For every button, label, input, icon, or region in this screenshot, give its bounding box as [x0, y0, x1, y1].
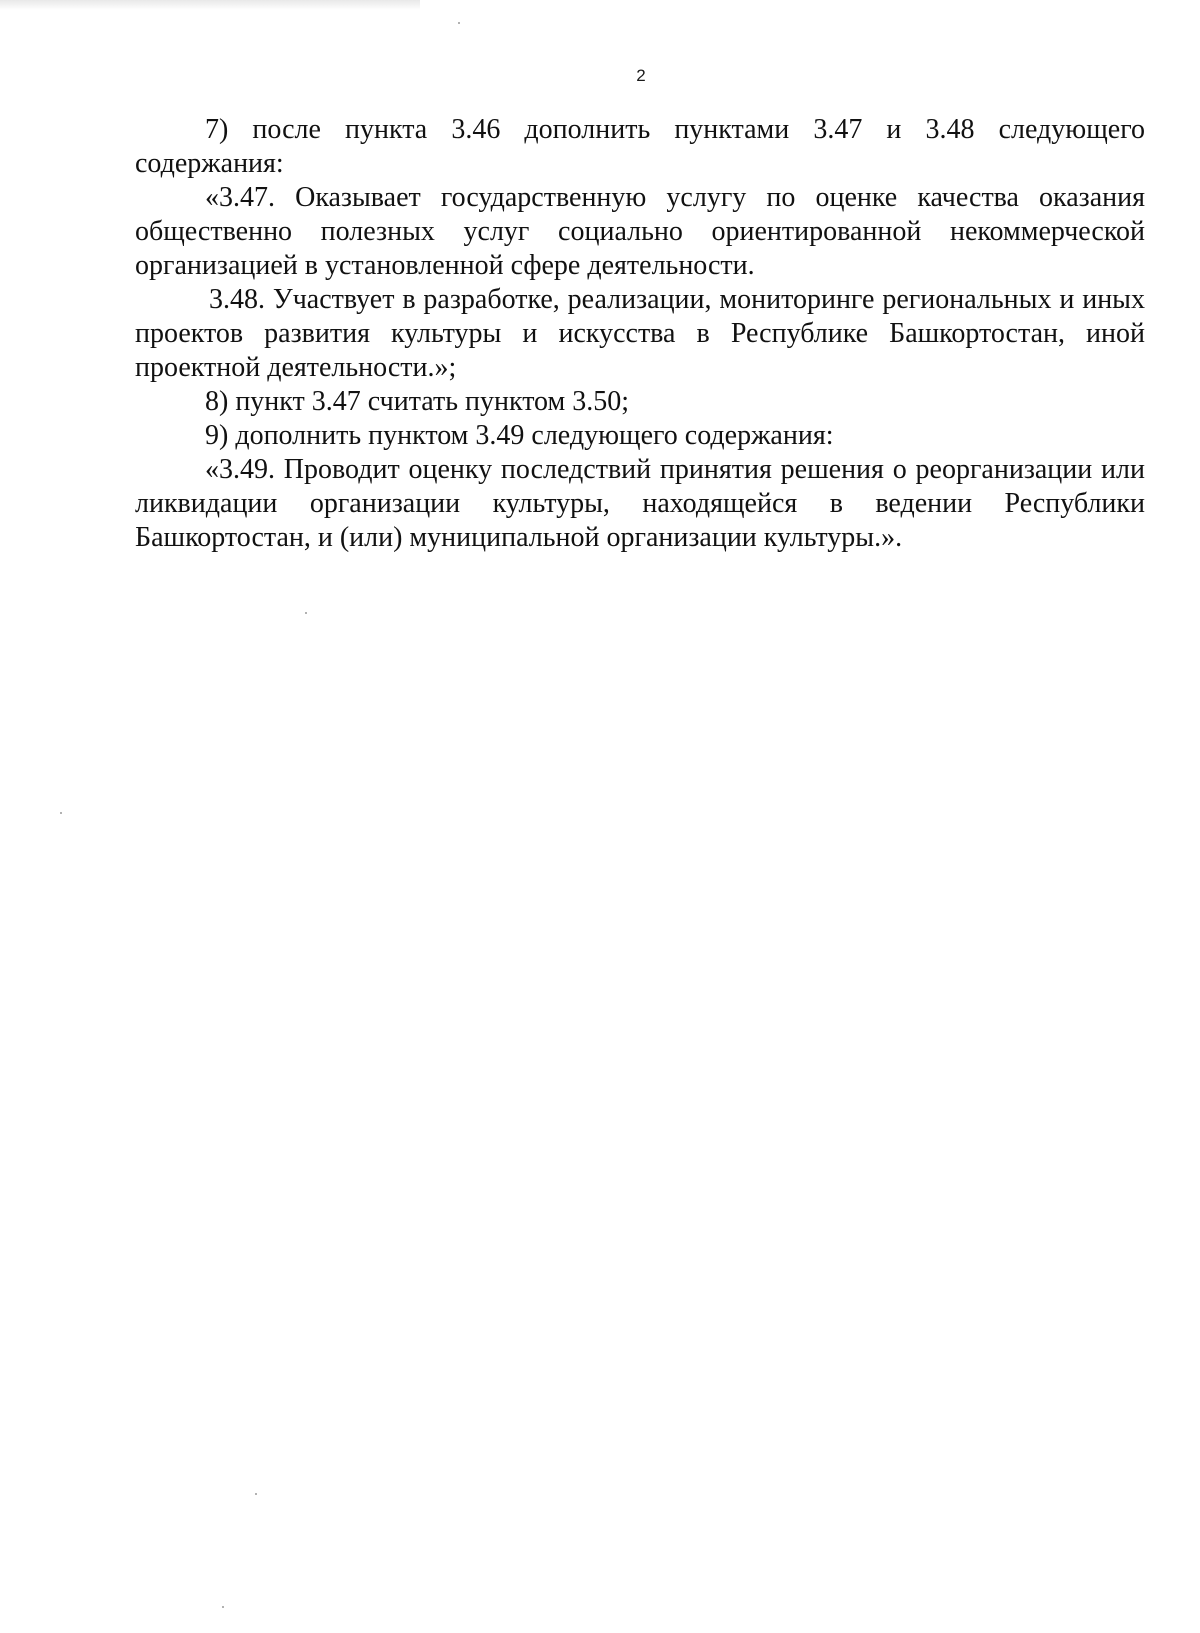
scan-speck — [255, 1493, 257, 1495]
paragraph-clause-3-48: 3.48. Участвует в разработке, реализации, мониторинге региональных и иных проектов развития культуры и искусства в Республике Башкортостан, иной проектной деятельности.»; — [135, 284, 1145, 383]
scan-speck — [305, 612, 307, 614]
scan-shadow — [0, 0, 420, 10]
paragraph-item-7: 7) после пункта 3.46 дополнить пунктами 3.47 и 3.48 следующего содержания: — [135, 114, 1145, 179]
paragraph-item-9: 9) дополнить пунктом 3.49 следующего содержания: — [205, 420, 834, 451]
scan-speck — [222, 1606, 224, 1608]
paragraph-item-8: 8) пункт 3.47 считать пунктом 3.50; — [205, 386, 630, 417]
page-number: 2 — [636, 66, 646, 85]
scan-speck — [60, 812, 62, 814]
scan-speck — [458, 22, 460, 24]
document-body — [135, 113, 1145, 555]
paragraph-clause-3-47: «3.47. Оказывает государственную услугу по оценке качества оказания общественно полезных услуг социально ориентированной некоммерческой организацией в установленной сфере деятельности. — [135, 182, 1145, 281]
paragraph-clause-3-49: «3.49. Проводит оценку последствий принятия решения о реорганизации или ликвидации организации культуры, находящейся в ведении Республики Башкортостан, и (или) муниципальной организации культуры.». — [135, 454, 1145, 553]
